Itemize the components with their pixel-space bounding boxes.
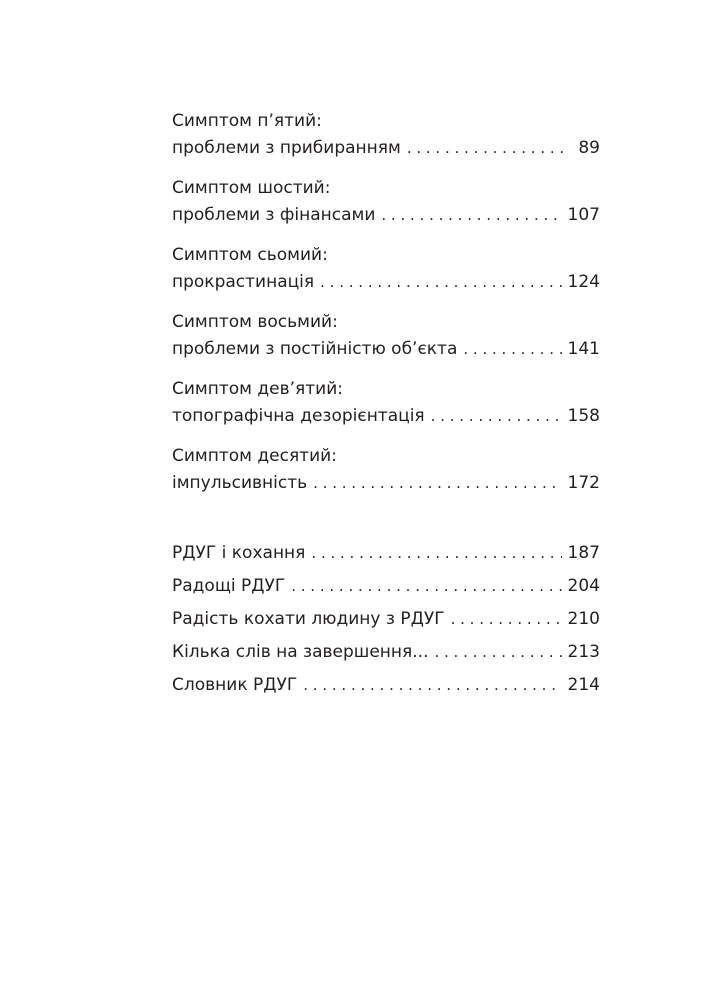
toc-entry-line xyxy=(172,269,600,295)
toc-entry-symptom-8 xyxy=(172,309,600,362)
toc-entry-symptom-9 xyxy=(172,376,600,429)
toc-entry-heading: Симптом восьмий: xyxy=(172,312,338,332)
toc-entry-page-number: 187 xyxy=(567,543,600,563)
dot-leader xyxy=(407,135,566,161)
toc-entry-symptom-5 xyxy=(172,108,600,161)
toc-entry-line xyxy=(172,403,600,429)
toc-entry-title: топографічна дезорієнтація xyxy=(172,406,425,426)
toc-entry-title: Радість кохати людину з РДУГ xyxy=(172,609,445,629)
toc-entry-page-number: 214 xyxy=(567,675,600,695)
toc-entry-symptom-6 xyxy=(172,175,600,228)
table-of-contents xyxy=(172,108,600,705)
toc-entry-heading: Симптом сьомий: xyxy=(172,245,328,265)
toc-entry-page-number: 210 xyxy=(567,609,600,629)
toc-entry-symptom-10 xyxy=(172,443,600,496)
dot-leader xyxy=(431,403,562,429)
toc-entry-heading: Симптом п’ятий: xyxy=(172,111,322,131)
toc-entry-page-number: 124 xyxy=(567,272,600,292)
toc-entry-chapter xyxy=(172,606,600,632)
toc-entry-heading: Симптом шостий: xyxy=(172,178,331,198)
toc-entry-chapter xyxy=(172,540,600,566)
toc-entry-line xyxy=(172,470,600,496)
toc-entry-line xyxy=(172,639,600,665)
toc-entry-chapter xyxy=(172,639,600,665)
toc-entry-line xyxy=(172,573,600,599)
dot-leader xyxy=(434,639,561,665)
toc-entry-line xyxy=(172,202,600,228)
toc-entry-title: імпульсивність xyxy=(172,473,308,493)
dot-leader xyxy=(381,202,561,228)
toc-entry-line xyxy=(172,672,600,698)
toc-entry-line xyxy=(172,135,600,161)
toc-entry-page-number: 158 xyxy=(567,406,600,426)
toc-entry-title: РДУГ і кохання xyxy=(172,543,306,563)
toc-entry-chapter xyxy=(172,672,600,698)
dot-leader xyxy=(303,672,561,698)
dot-leader xyxy=(320,269,561,295)
toc-entry-symptom-7 xyxy=(172,242,600,295)
toc-entry-page-number: 141 xyxy=(567,339,600,359)
toc-entry-page-number: 89 xyxy=(578,138,600,158)
toc-entry-line xyxy=(172,606,600,632)
toc-entry-title: Радощі РДУГ xyxy=(172,576,286,596)
dot-leader xyxy=(313,470,561,496)
dot-leader xyxy=(291,573,561,599)
toc-entry-title: проблеми з постійністю об’єкта xyxy=(172,339,458,359)
toc-entry-heading: Симптом десятий: xyxy=(172,446,337,466)
toc-entry-chapter xyxy=(172,573,600,599)
toc-entry-page-number: 107 xyxy=(567,205,600,225)
toc-entry-title: Словник РДУГ xyxy=(172,675,298,695)
dot-leader xyxy=(311,540,561,566)
dot-leader xyxy=(451,606,562,632)
toc-entry-title: прокрастинація xyxy=(172,272,315,292)
toc-entry-page-number: 204 xyxy=(567,576,600,596)
toc-entry-page-number: 213 xyxy=(567,642,600,662)
dot-leader xyxy=(463,336,561,362)
toc-entry-line xyxy=(172,336,600,362)
section-gap xyxy=(172,510,600,540)
toc-entry-title: Кілька слів на завершення... xyxy=(172,642,429,662)
toc-entry-title: проблеми з прибиранням xyxy=(172,138,401,158)
toc-entry-page-number: 172 xyxy=(567,473,600,493)
toc-entry-line xyxy=(172,540,600,566)
toc-entry-heading: Симптом дев’ятий: xyxy=(172,379,343,399)
toc-entry-title: проблеми з фінансами xyxy=(172,205,376,225)
